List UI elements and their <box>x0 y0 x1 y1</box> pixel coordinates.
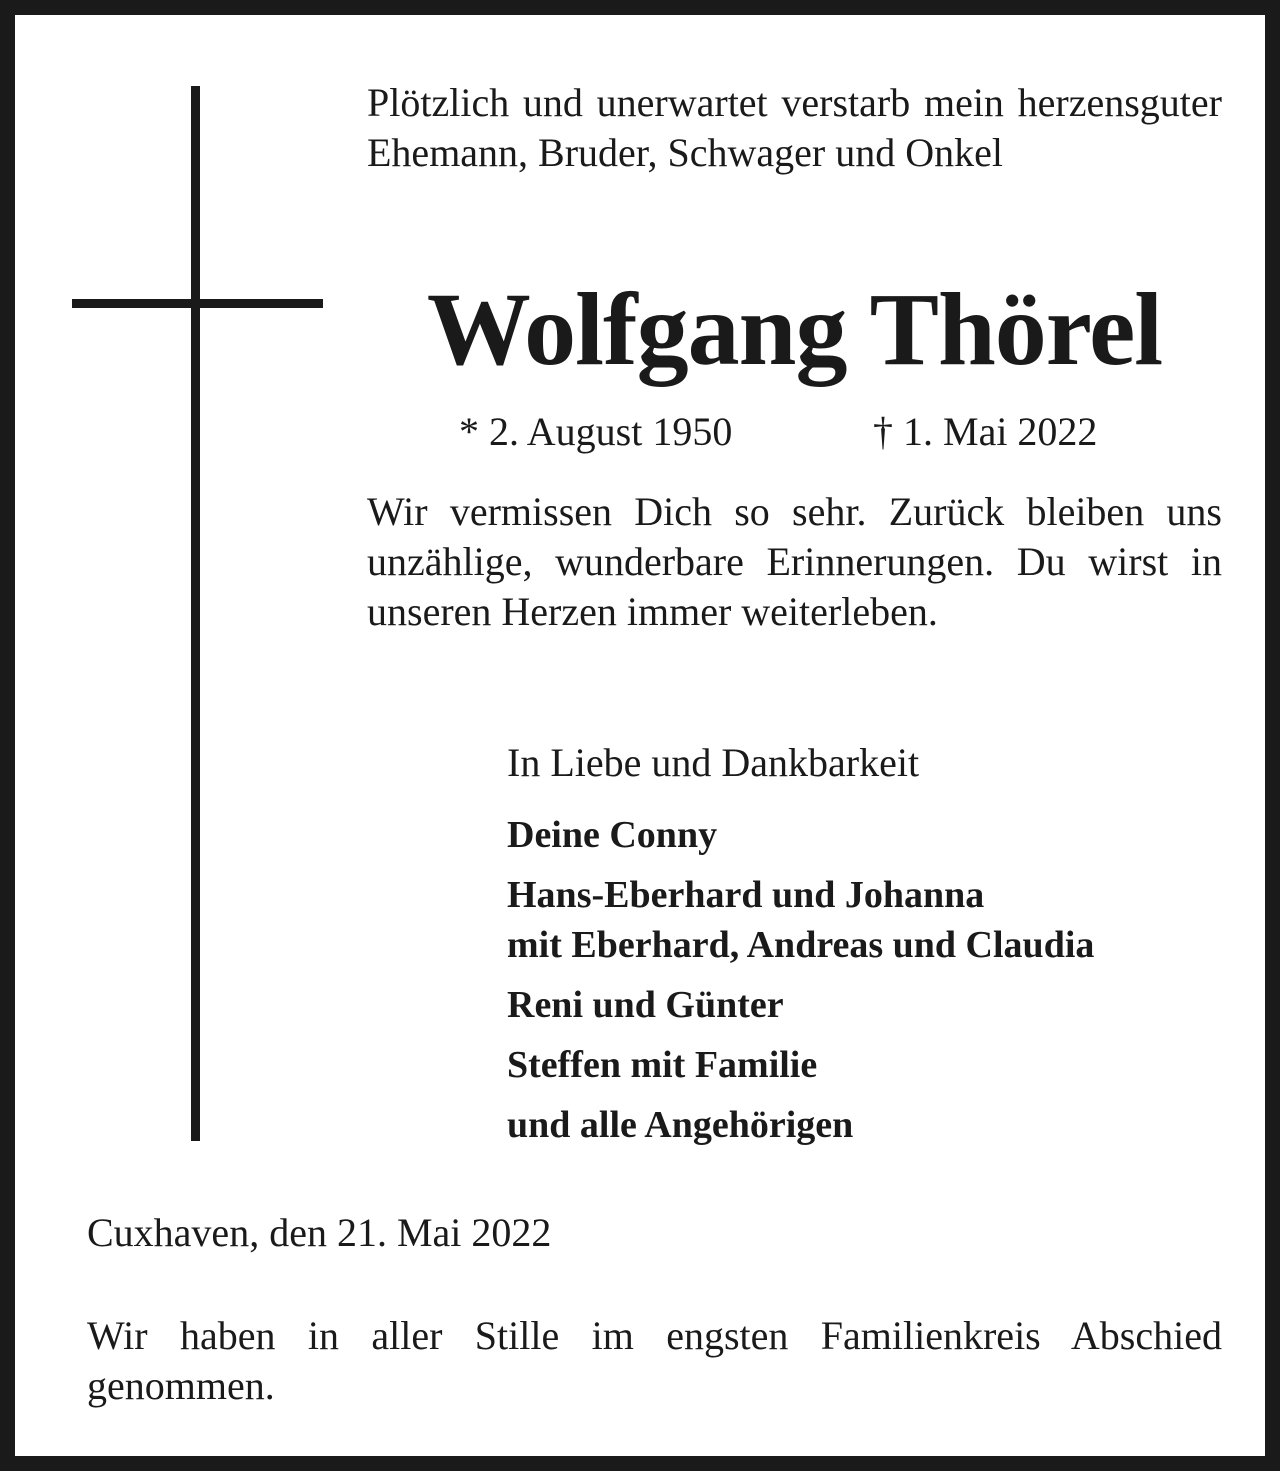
mourner-name: Hans-Eberhard und Johanna <box>507 874 985 916</box>
mourner-name: Steffen mit Familie <box>507 1044 818 1086</box>
mourner-entry <box>507 1040 1227 1090</box>
mourner-name: Deine Conny <box>507 814 718 856</box>
deceased-name: Wolfgang Thörel <box>426 272 1163 387</box>
closing-phrase: In Liebe und Dankbarkeit <box>507 740 920 785</box>
mourner-entry <box>507 1100 1227 1150</box>
mourner-entry <box>507 870 1227 970</box>
memorial-message: Wir vermissen Dich so sehr. Zurück bleiben uns unzählige, wunderbare Erinnerungen. Du wirst in unseren Herzen immer weiterleben. <box>367 489 1222 634</box>
place-and-date: Cuxhaven, den 21. Mai 2022 <box>87 1210 552 1255</box>
mourner-name: und alle Angehörigen <box>507 1104 854 1146</box>
mourner-name: Reni und Günter <box>507 984 784 1026</box>
death-date: † 1. Mai 2022 <box>873 409 1098 454</box>
intro-text: Plötzlich und unerwartet verstarb mein herzensguter Ehemann, Bruder, Schwager und Onkel <box>367 80 1222 175</box>
birth-date: * 2. August 1950 <box>459 409 733 454</box>
footer-note: Wir haben in aller Stille im engsten Familienkreis Abschied genommen. <box>87 1313 1222 1408</box>
mourner-entry <box>507 810 1227 860</box>
mourners-list <box>507 810 1227 1160</box>
cross-horizontal-bar <box>72 299 323 308</box>
cross-vertical-bar <box>191 86 200 1141</box>
mourner-entry <box>507 980 1227 1030</box>
mourner-subline: mit Eberhard, Andreas und Claudia <box>507 924 1095 966</box>
